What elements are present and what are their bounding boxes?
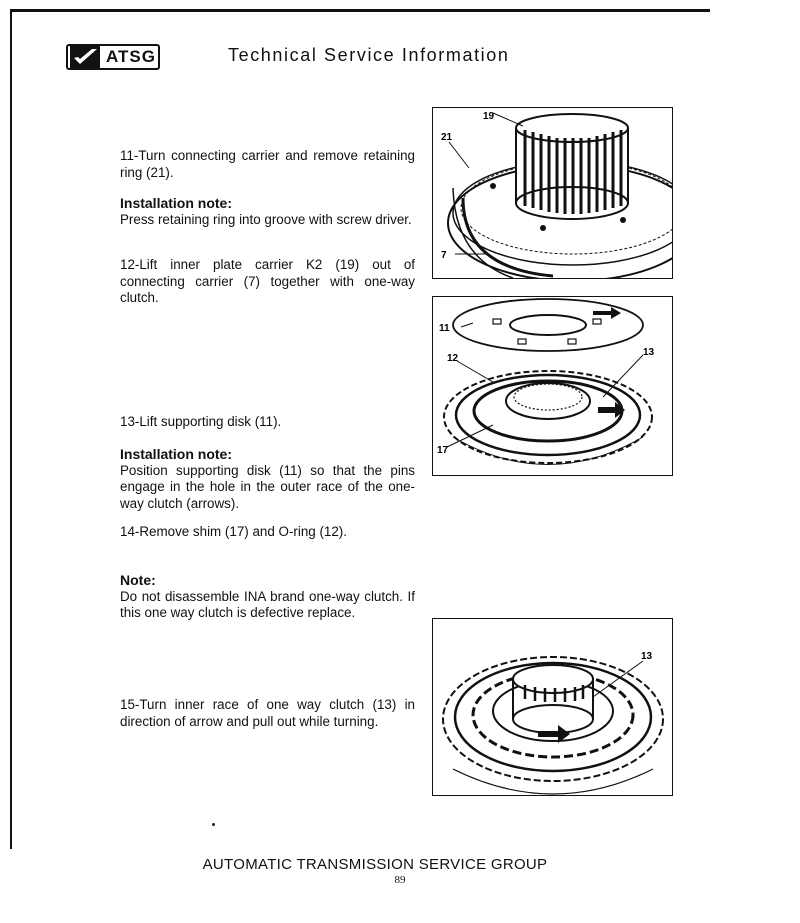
label-17: 17: [437, 445, 449, 456]
installation-note-2: [120, 446, 415, 512]
atsg-logo: [66, 44, 160, 70]
note-body: Press retaining ring into groove with screw driver.: [120, 211, 412, 227]
label-19: 19: [483, 111, 495, 122]
note-body: Position supporting disk (11) so that the pins engage in the hole in the outer race of the one-way clutch (arrows).: [120, 462, 415, 511]
label-21: 21: [441, 132, 453, 143]
figure-3-drawing: [433, 619, 673, 796]
page-title: Technical Service Information: [228, 45, 510, 65]
installation-note-1: [120, 195, 415, 228]
step-11: 11-Turn connecting carrier and remove retaining ring (21).: [120, 148, 415, 180]
page-frame-left: [10, 9, 12, 849]
page-frame-top: [10, 9, 710, 12]
label-11: 11: [439, 323, 450, 334]
label-12: 12: [447, 353, 459, 364]
page-number: 89: [394, 874, 406, 886]
figure-3-inner-race: [432, 618, 673, 796]
note-heading: Installation note:: [120, 195, 232, 211]
step-14: 14-Remove shim (17) and O-ring (12).: [120, 524, 347, 539]
step-13: 13-Lift supporting disk (11).: [120, 414, 282, 429]
note-3: [120, 572, 415, 622]
step-12: 12-Lift inner plate carrier K2 (19) out of connecting carrier (7) together with one-way clutch.: [120, 257, 415, 305]
figure-1-drawing: [433, 108, 673, 279]
logo-check-icon: [70, 46, 100, 68]
stray-mark: [212, 823, 215, 826]
step-15: 15-Turn inner race of one way clutch (13) in direction of arrow and pull out while turning.: [120, 697, 415, 729]
figure-2-drawing: [433, 297, 673, 476]
footer-title: AUTOMATIC TRANSMISSION SERVICE GROUP: [202, 856, 548, 873]
note-heading: Note:: [120, 572, 156, 588]
figure-1-carrier: [432, 107, 673, 279]
note-body: Do not disassemble INA brand one-way clutch. If this one way clutch is defective replace.: [120, 588, 415, 620]
label-13: 13: [643, 347, 655, 358]
note-heading: Installation note:: [120, 446, 232, 462]
label-7: 7: [441, 250, 447, 261]
logo-text: ATSG: [106, 47, 156, 66]
figure-2-supporting-disk: [432, 296, 673, 476]
label-13: 13: [641, 651, 653, 662]
